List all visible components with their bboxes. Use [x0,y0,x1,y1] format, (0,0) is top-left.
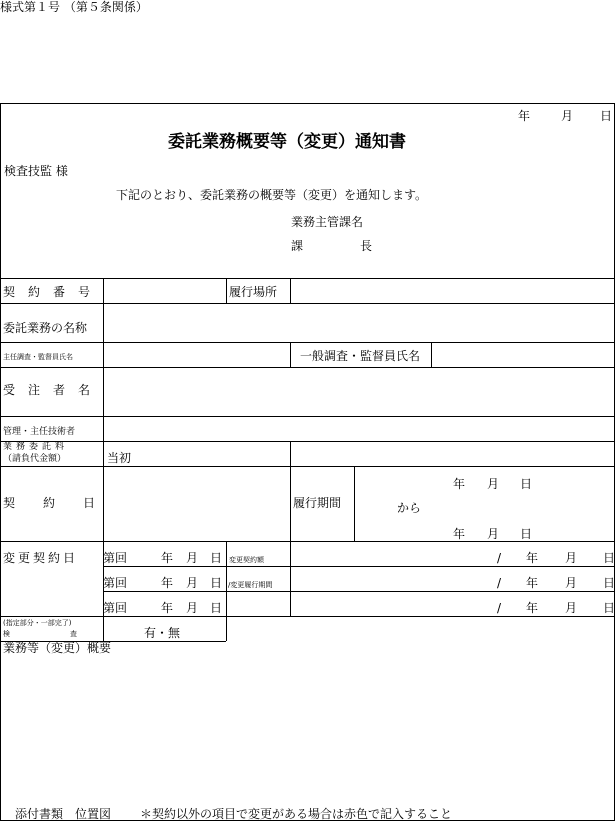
date-month: 月 [561,109,574,123]
change2-r-day: 日 [603,576,616,590]
change1-r-month: 月 [565,551,578,565]
label-partial-line1: (指定部分・一部完了) [3,619,72,627]
change3-r-month: 月 [565,601,578,615]
footer-note: ＊契約以外の項目で変更がある場合は赤色で記入すること [140,807,453,821]
change1-day: 日 [210,551,223,565]
label-change-date: 変更契約日 [3,551,79,565]
change3-day: 日 [210,601,223,615]
label-place: 履行場所 [229,285,278,299]
period-start-day: 日 [520,477,533,491]
form-header: 様式第１号 （第５条関係） [0,0,148,14]
label-period: 履行期間 [293,496,342,510]
col-line [290,342,291,367]
row-line [0,466,615,467]
date-day: 日 [600,109,613,123]
change3-r-day: 日 [603,601,616,615]
label-change-period: /変更履行期間 [228,581,273,589]
label-partial-line2: 検査 [3,630,137,638]
sender-chief-cho: 長 [360,239,373,253]
change2-no: 第回 [103,576,128,590]
period-start-year: 年 [453,477,466,491]
change1-r-year: 年 [526,551,539,565]
change1-no: 第回 [103,551,128,565]
change2-day: 日 [210,576,223,590]
col-line [290,541,291,616]
change3-slash: / [497,601,502,615]
row-line [103,591,615,592]
footer-attachments: 添付書類 位置図 [15,807,112,821]
period-end-month: 月 [487,527,500,541]
label-change-fee: 変更契約額 [229,556,264,564]
change1-year: 年 [161,551,174,565]
row-line [0,303,615,304]
label-contract-number: 契約番号 [3,285,104,299]
label-summary: 業務等（変更）概要 [3,641,112,655]
change2-r-year: 年 [526,576,539,590]
change1-month: 月 [186,551,199,565]
row-line [0,441,615,442]
change1-slash: / [497,551,502,565]
change2-month: 月 [186,576,199,590]
sender-chief-ka: 課 [291,239,304,253]
row-line [0,616,615,617]
row-line [0,541,615,542]
change3-month: 月 [186,601,199,615]
change2-r-month: 月 [565,576,578,590]
period-end-day: 日 [520,527,533,541]
row-line [0,367,615,368]
period-start-month: 月 [487,477,500,491]
change1-r-day: 日 [603,551,616,565]
col-line [226,541,227,641]
fee-initial: 当初 [107,451,132,465]
col-line [226,278,227,303]
date-year: 年 [518,109,531,123]
form-frame [0,103,615,821]
notice-text: 下記のとおり、委託業務の概要等（変更）を通知します。 [116,188,428,202]
change3-year: 年 [161,601,174,615]
change3-r-year: 年 [526,601,539,615]
label-task-name: 委託業務の名称 [3,321,88,335]
col-line [290,441,291,541]
document-title: 委託業務概要等（変更）通知書 [168,132,406,152]
label-contractor: 受注者名 [3,383,104,397]
col-line [290,278,291,303]
label-chief-inspector: 主任調査・監督員氏名 [3,353,73,361]
change3-no: 第回 [103,601,128,615]
row-line [0,278,615,279]
period-end-year: 年 [453,527,466,541]
row-line [0,416,615,417]
period-from: から [397,501,422,515]
yes-no: 有・無 [144,626,181,640]
change2-year: 年 [161,576,174,590]
label-fee-line2: （請負代金額） [3,454,67,464]
sender-dept: 業務主管課名 [291,215,364,229]
label-manager: 管理・主任技術者 [3,427,76,437]
label-fee-line1: 業務委託料 [3,442,69,452]
row-line [0,342,615,343]
label-contract-date: 契約日 [3,496,124,510]
change2-slash: / [497,576,502,590]
col-line [431,342,432,367]
label-general-inspector: 一般調査・監督員氏名 [300,349,421,363]
col-line [354,466,355,541]
recipient: 検査技監 様 [4,164,68,178]
row-line [103,566,615,567]
